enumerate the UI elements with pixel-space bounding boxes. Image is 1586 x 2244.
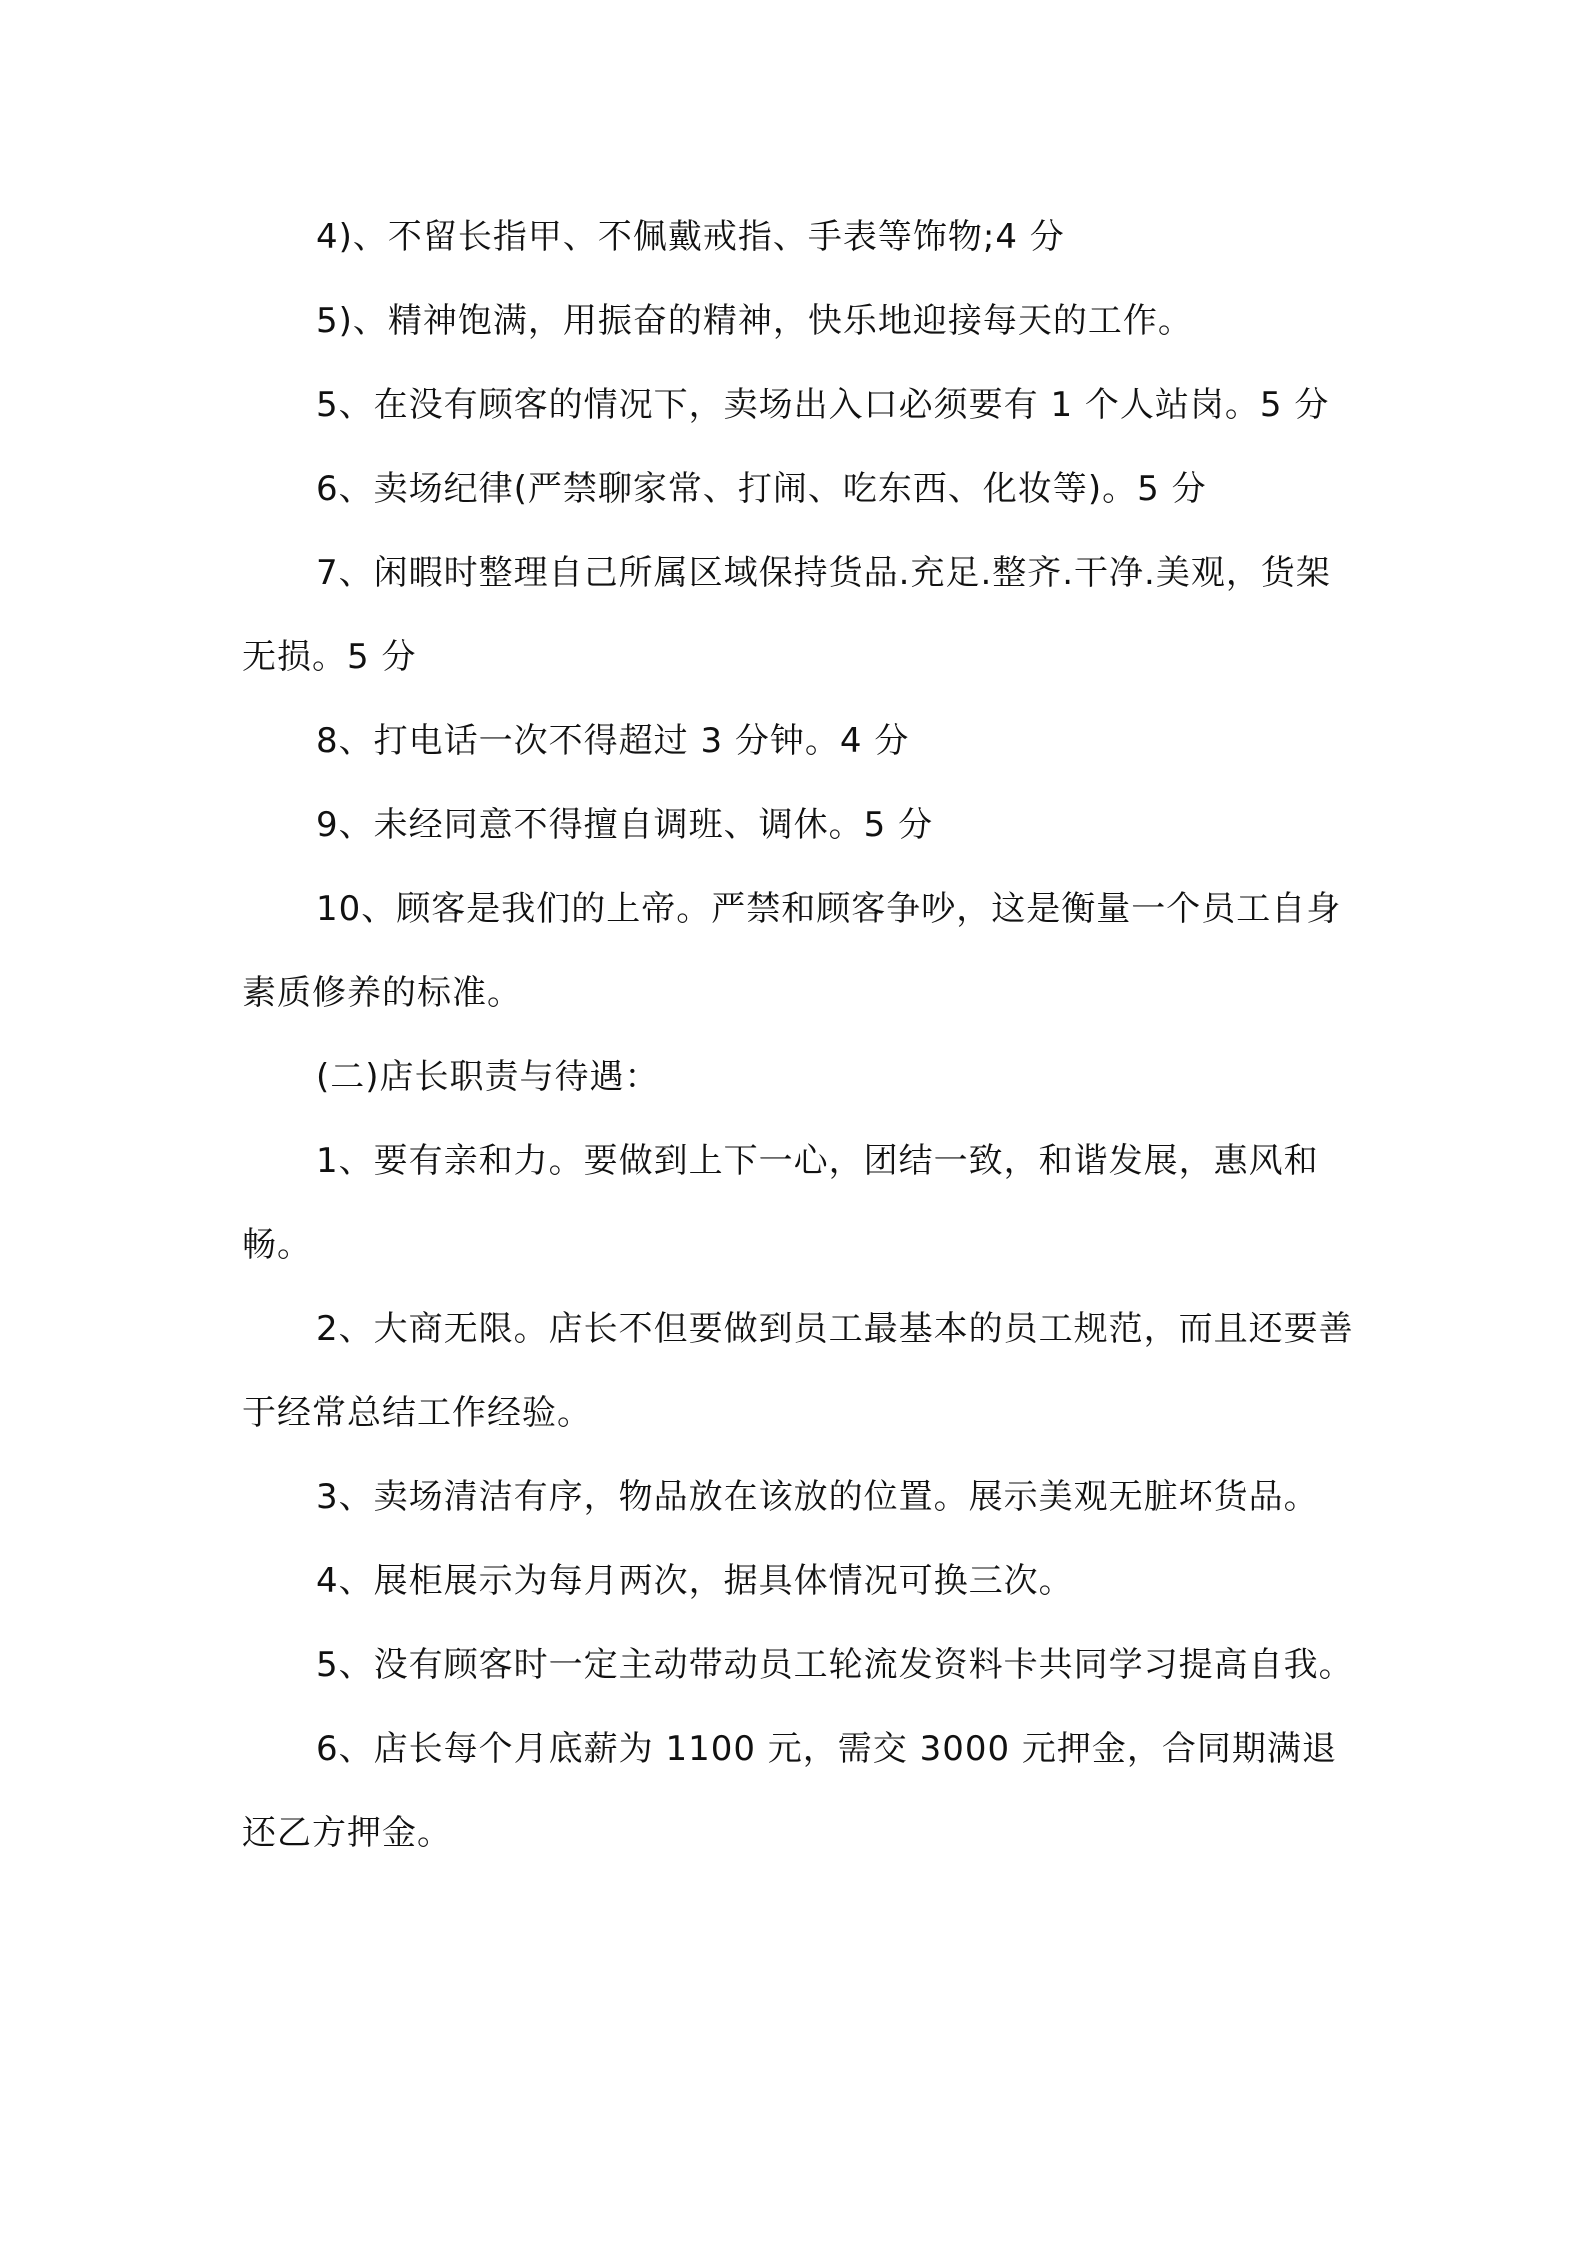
section-heading-manager: (二)店长职责与待遇：: [316, 1057, 660, 1097]
paragraph-rule-9-shift: 9、未经同意不得擅自调班、调休。5 分: [316, 805, 934, 845]
paragraph-4-nails-accessories: 4)、不留长指甲、不佩戴戒指、手表等饰物;4 分: [316, 217, 1065, 257]
paragraph-manager-4: 4、展柜展示为每月两次，据具体情况可换三次。: [316, 1561, 1074, 1601]
paragraph-rule-8-phone: 8、打电话一次不得超过 3 分钟。4 分: [316, 721, 910, 761]
paragraph-rule-10-customer: 10、顾客是我们的上帝。严禁和顾客争吵，这是衡量一个员工自身素质修养的标准。: [242, 889, 1342, 1013]
paragraph-rule-7-tidy: 7、闲暇时整理自己所属区域保持货品.充足.整齐.干净.美观，货架无损。5 分: [242, 553, 1331, 677]
paragraph-manager-2: 2、大商无限。店长不但要做到员工最基本的员工规范，而且还要善于经常总结工作经验。: [242, 1309, 1354, 1433]
paragraph-rule-5-entrance: 5、在没有顾客的情况下，卖场出入口必须要有 1 个人站岗。5 分: [316, 385, 1330, 425]
paragraph-manager-1: 1、要有亲和力。要做到上下一心，团结一致，和谐发展，惠风和畅。: [242, 1141, 1319, 1265]
document-body: [242, 195, 1362, 1875]
paragraph-rule-6-discipline: 6、卖场纪律(严禁聊家常、打闹、吃东西、化妆等)。5 分: [316, 469, 1207, 509]
paragraph-5-spirit: 5)、精神饱满，用振奋的精神，快乐地迎接每天的工作。: [316, 301, 1193, 341]
paragraph-manager-6: 6、店长每个月底薪为 1100 元，需交 3000 元押金，合同期满退还乙方押金。: [242, 1729, 1337, 1853]
paragraph-manager-5: 5、没有顾客时一定主动带动员工轮流发资料卡共同学习提高自我。: [316, 1645, 1354, 1685]
paragraph-manager-3: 3、卖场清洁有序，物品放在该放的位置。展示美观无脏坏货品。: [316, 1477, 1319, 1517]
